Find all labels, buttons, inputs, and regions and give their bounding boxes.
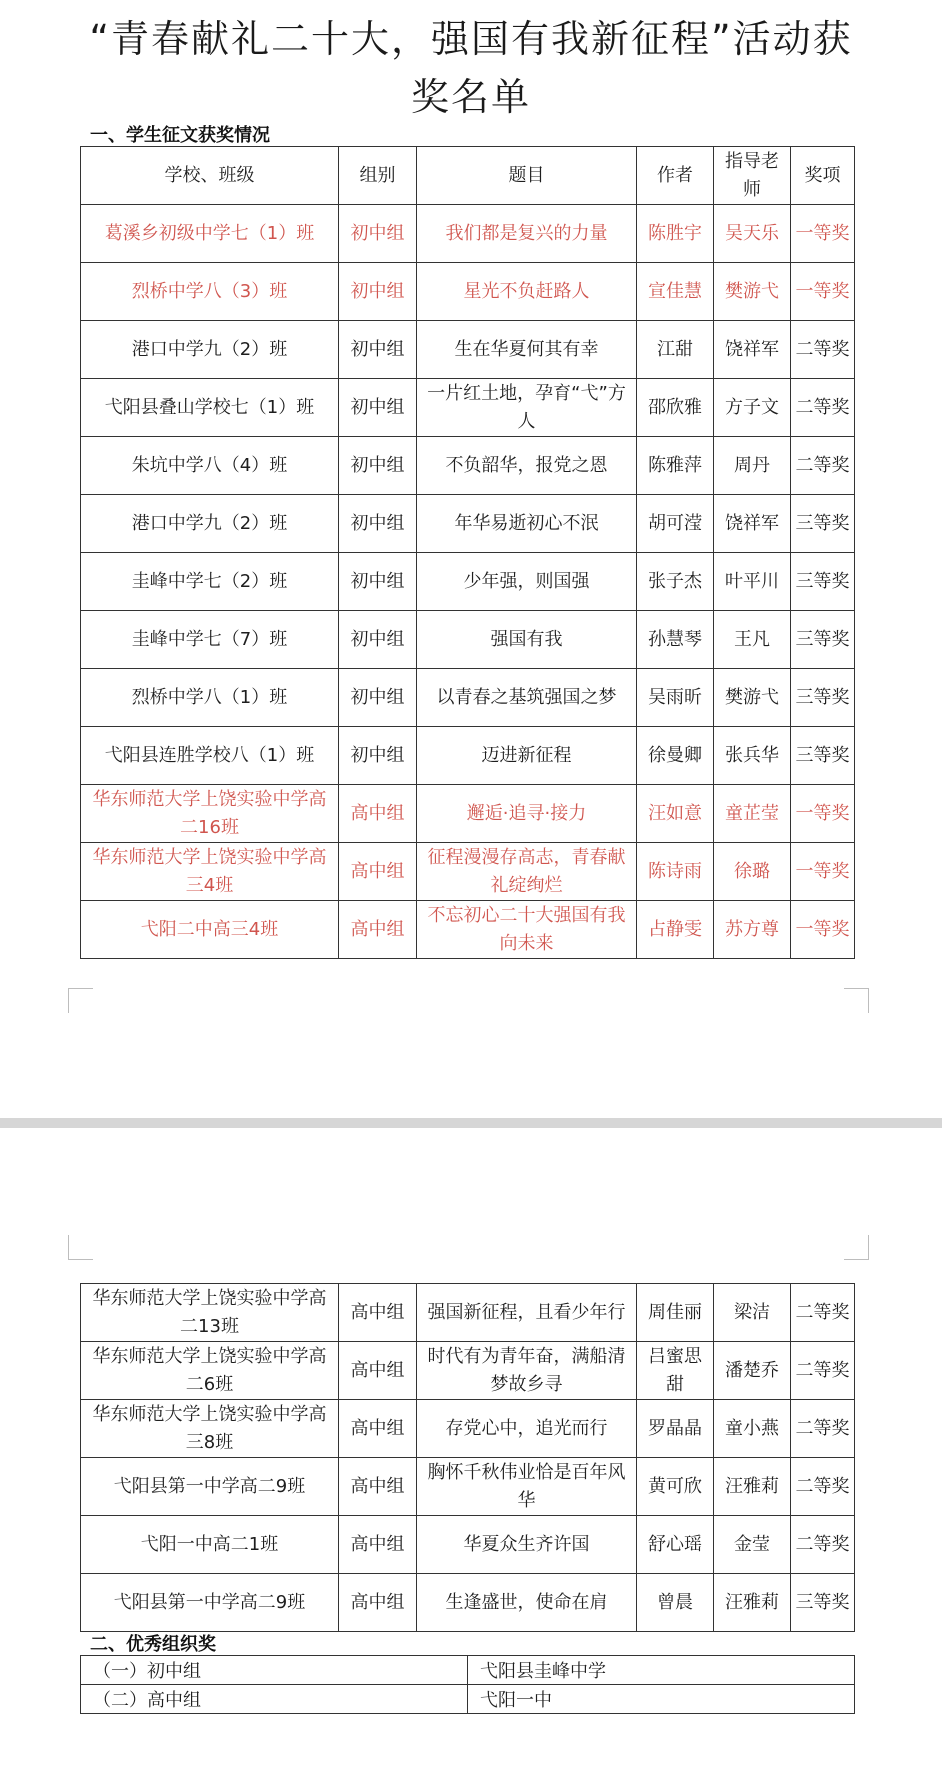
cell-group: 高中组 — [339, 1342, 417, 1400]
cell-author: 邵欣雅 — [637, 379, 714, 437]
table-row — [81, 1400, 855, 1458]
cell-teacher: 童芷莹 — [714, 785, 791, 843]
cell-author: 曾晨 — [637, 1574, 714, 1632]
cell-school: 葛溪乡初级中学七（1）班 — [81, 205, 339, 263]
cell-award: 三等奖 — [791, 669, 855, 727]
cell-topic: 胸怀千秋伟业恰是百年风华 — [417, 1458, 637, 1516]
cell-group: 初中组 — [339, 553, 417, 611]
cell-school: 港口中学九（2）班 — [81, 321, 339, 379]
cell-topic: 一片红土地，孕育“弋”方人 — [417, 379, 637, 437]
cell-group: 初中组 — [339, 611, 417, 669]
cell-group: 高中组 — [339, 1574, 417, 1632]
cell-topic: 迈进新征程 — [417, 727, 637, 785]
cell-topic: 生逢盛世，使命在肩 — [417, 1574, 637, 1632]
cell-school: 弋阳县第一中学高二9班 — [81, 1574, 339, 1632]
cell-award: 二等奖 — [791, 1516, 855, 1574]
table-row — [81, 1284, 855, 1342]
cell-group: 初中组 — [339, 263, 417, 321]
table-row — [81, 843, 855, 901]
table-row — [81, 1574, 855, 1632]
cell-school: 华东师范大学上饶实验中学高二13班 — [81, 1284, 339, 1342]
table-row — [81, 263, 855, 321]
cell-teacher: 饶祥军 — [714, 495, 791, 553]
cell-school: 烈桥中学八（3）班 — [81, 263, 339, 321]
cell-author: 孙慧琴 — [637, 611, 714, 669]
cell-teacher: 王凡 — [714, 611, 791, 669]
cell-author: 占静雯 — [637, 901, 714, 959]
table-row — [81, 321, 855, 379]
cell-group: 高中组 — [339, 1516, 417, 1574]
document-title-line-2: 奖名单 — [410, 75, 531, 119]
table-row — [81, 205, 855, 263]
cell-group: 初中组 — [339, 669, 417, 727]
table-row — [81, 437, 855, 495]
page-separator — [0, 1118, 942, 1128]
cell-topic: 星光不负赶路人 — [417, 263, 637, 321]
table-row — [81, 669, 855, 727]
cell-group: 高中组 — [339, 901, 417, 959]
cell-school: 港口中学九（2）班 — [81, 495, 339, 553]
cell-teacher: 吴天乐 — [714, 205, 791, 263]
cell-topic: 华夏众生齐许国 — [417, 1516, 637, 1574]
cell-school: 华东师范大学上饶实验中学高二16班 — [81, 785, 339, 843]
cell-award: 三等奖 — [791, 611, 855, 669]
table-header-row — [81, 147, 855, 205]
cell-award: 二等奖 — [791, 1342, 855, 1400]
org-award-group: （二）高中组 — [81, 1685, 468, 1714]
cell-author: 罗晶晶 — [637, 1400, 714, 1458]
cell-author: 周佳丽 — [637, 1284, 714, 1342]
table-row — [81, 495, 855, 553]
cell-group: 初中组 — [339, 437, 417, 495]
cell-school: 圭峰中学七（7）班 — [81, 611, 339, 669]
cell-author: 汪如意 — [637, 785, 714, 843]
cell-teacher: 张兵华 — [714, 727, 791, 785]
cell-author: 陈胜宇 — [637, 205, 714, 263]
essay-awards-table-page-1 — [80, 146, 855, 959]
page-corner-mark-top-right — [844, 1235, 869, 1260]
cell-teacher: 童小燕 — [714, 1400, 791, 1458]
cell-award: 二等奖 — [791, 1400, 855, 1458]
cell-author: 张子杰 — [637, 553, 714, 611]
cell-topic: 征程漫漫存高志，青春献礼绽绚烂 — [417, 843, 637, 901]
table-row — [81, 1342, 855, 1400]
organization-awards-table — [80, 1655, 855, 1714]
cell-award: 三等奖 — [791, 1574, 855, 1632]
cell-topic: 生在华夏何其有幸 — [417, 321, 637, 379]
cell-author: 江甜 — [637, 321, 714, 379]
cell-topic: 强国新征程，且看少年行 — [417, 1284, 637, 1342]
cell-author: 吕蜜思甜 — [637, 1342, 714, 1400]
section-heading-essay-awards: 一、学生征文获奖情况 — [90, 125, 270, 146]
org-award-school: 弋阳县圭峰中学 — [468, 1656, 855, 1685]
header-teacher: 指导老师 — [714, 147, 791, 205]
cell-teacher: 叶平川 — [714, 553, 791, 611]
page-corner-mark-bottom-left — [68, 988, 93, 1013]
cell-group: 高中组 — [339, 843, 417, 901]
cell-author: 陈诗雨 — [637, 843, 714, 901]
cell-school: 华东师范大学上饶实验中学高二6班 — [81, 1342, 339, 1400]
org-award-row — [81, 1685, 855, 1714]
document-title-line-1: “青春献礼二十大，强国有我新征程”活动获 — [89, 17, 853, 61]
cell-topic: 不忘初心二十大强国有我向未来 — [417, 901, 637, 959]
cell-teacher: 潘楚乔 — [714, 1342, 791, 1400]
cell-award: 二等奖 — [791, 1458, 855, 1516]
cell-author: 黄可欣 — [637, 1458, 714, 1516]
cell-teacher: 饶祥军 — [714, 321, 791, 379]
cell-award: 二等奖 — [791, 1284, 855, 1342]
table-row — [81, 611, 855, 669]
table-row — [81, 785, 855, 843]
cell-award: 二等奖 — [791, 321, 855, 379]
cell-teacher: 梁洁 — [714, 1284, 791, 1342]
cell-teacher: 汪雅莉 — [714, 1458, 791, 1516]
cell-topic: 强国有我 — [417, 611, 637, 669]
header-group: 组别 — [339, 147, 417, 205]
header-school: 学校、班级 — [81, 147, 339, 205]
cell-topic: 年华易逝初心不泯 — [417, 495, 637, 553]
cell-award: 三等奖 — [791, 727, 855, 785]
cell-group: 初中组 — [339, 321, 417, 379]
cell-school: 弋阳县叠山学校七（1）班 — [81, 379, 339, 437]
cell-award: 二等奖 — [791, 379, 855, 437]
cell-award: 二等奖 — [791, 437, 855, 495]
cell-author: 吴雨昕 — [637, 669, 714, 727]
cell-group: 初中组 — [339, 727, 417, 785]
cell-award: 一等奖 — [791, 785, 855, 843]
header-award: 奖项 — [791, 147, 855, 205]
cell-author: 胡可滢 — [637, 495, 714, 553]
org-award-group: （一）初中组 — [81, 1656, 468, 1685]
org-award-school: 弋阳一中 — [468, 1685, 855, 1714]
cell-school: 烈桥中学八（1）班 — [81, 669, 339, 727]
cell-award: 三等奖 — [791, 553, 855, 611]
cell-group: 初中组 — [339, 379, 417, 437]
cell-topic: 以青春之基筑强国之梦 — [417, 669, 637, 727]
table-row — [81, 553, 855, 611]
cell-teacher: 方子文 — [714, 379, 791, 437]
cell-teacher: 汪雅莉 — [714, 1574, 791, 1632]
cell-topic: 不负韶华，报党之恩 — [417, 437, 637, 495]
cell-award: 一等奖 — [791, 901, 855, 959]
cell-school: 朱坑中学八（4）班 — [81, 437, 339, 495]
cell-award: 一等奖 — [791, 205, 855, 263]
table-row — [81, 379, 855, 437]
cell-topic: 存党心中，追光而行 — [417, 1400, 637, 1458]
cell-school: 弋阳县连胜学校八（1）班 — [81, 727, 339, 785]
cell-school: 华东师范大学上饶实验中学高三4班 — [81, 843, 339, 901]
cell-group: 初中组 — [339, 205, 417, 263]
page-corner-mark-top-left — [68, 1235, 93, 1260]
cell-teacher: 苏方尊 — [714, 901, 791, 959]
cell-group: 高中组 — [339, 1400, 417, 1458]
cell-teacher: 周丹 — [714, 437, 791, 495]
cell-award: 一等奖 — [791, 843, 855, 901]
cell-award: 一等奖 — [791, 263, 855, 321]
table-row — [81, 901, 855, 959]
cell-author: 舒心瑶 — [637, 1516, 714, 1574]
cell-teacher: 樊游弋 — [714, 263, 791, 321]
cell-teacher: 樊游弋 — [714, 669, 791, 727]
cell-teacher: 徐璐 — [714, 843, 791, 901]
cell-school: 弋阳二中高三4班 — [81, 901, 339, 959]
cell-author: 宣佳慧 — [637, 263, 714, 321]
cell-topic: 少年强，则国强 — [417, 553, 637, 611]
cell-award: 三等奖 — [791, 495, 855, 553]
cell-group: 初中组 — [339, 495, 417, 553]
header-topic: 题目 — [417, 147, 637, 205]
table-row — [81, 1458, 855, 1516]
table-row — [81, 1516, 855, 1574]
cell-topic: 邂逅·追寻·接力 — [417, 785, 637, 843]
cell-school: 华东师范大学上饶实验中学高三8班 — [81, 1400, 339, 1458]
cell-teacher: 金莹 — [714, 1516, 791, 1574]
org-award-row — [81, 1656, 855, 1685]
page-corner-mark-bottom-right — [844, 988, 869, 1013]
cell-topic: 时代有为青年奋，满船清梦故乡寻 — [417, 1342, 637, 1400]
cell-group: 高中组 — [339, 785, 417, 843]
cell-author: 徐曼卿 — [637, 727, 714, 785]
cell-school: 圭峰中学七（2）班 — [81, 553, 339, 611]
header-author: 作者 — [637, 147, 714, 205]
section-heading-organization-awards: 二、优秀组织奖 — [90, 1634, 216, 1655]
table-row — [81, 727, 855, 785]
cell-school: 弋阳县第一中学高二9班 — [81, 1458, 339, 1516]
cell-topic: 我们都是复兴的力量 — [417, 205, 637, 263]
essay-awards-table-page-2 — [80, 1283, 855, 1632]
cell-group: 高中组 — [339, 1458, 417, 1516]
cell-school: 弋阳一中高二1班 — [81, 1516, 339, 1574]
cell-author: 陈雅萍 — [637, 437, 714, 495]
cell-group: 高中组 — [339, 1284, 417, 1342]
